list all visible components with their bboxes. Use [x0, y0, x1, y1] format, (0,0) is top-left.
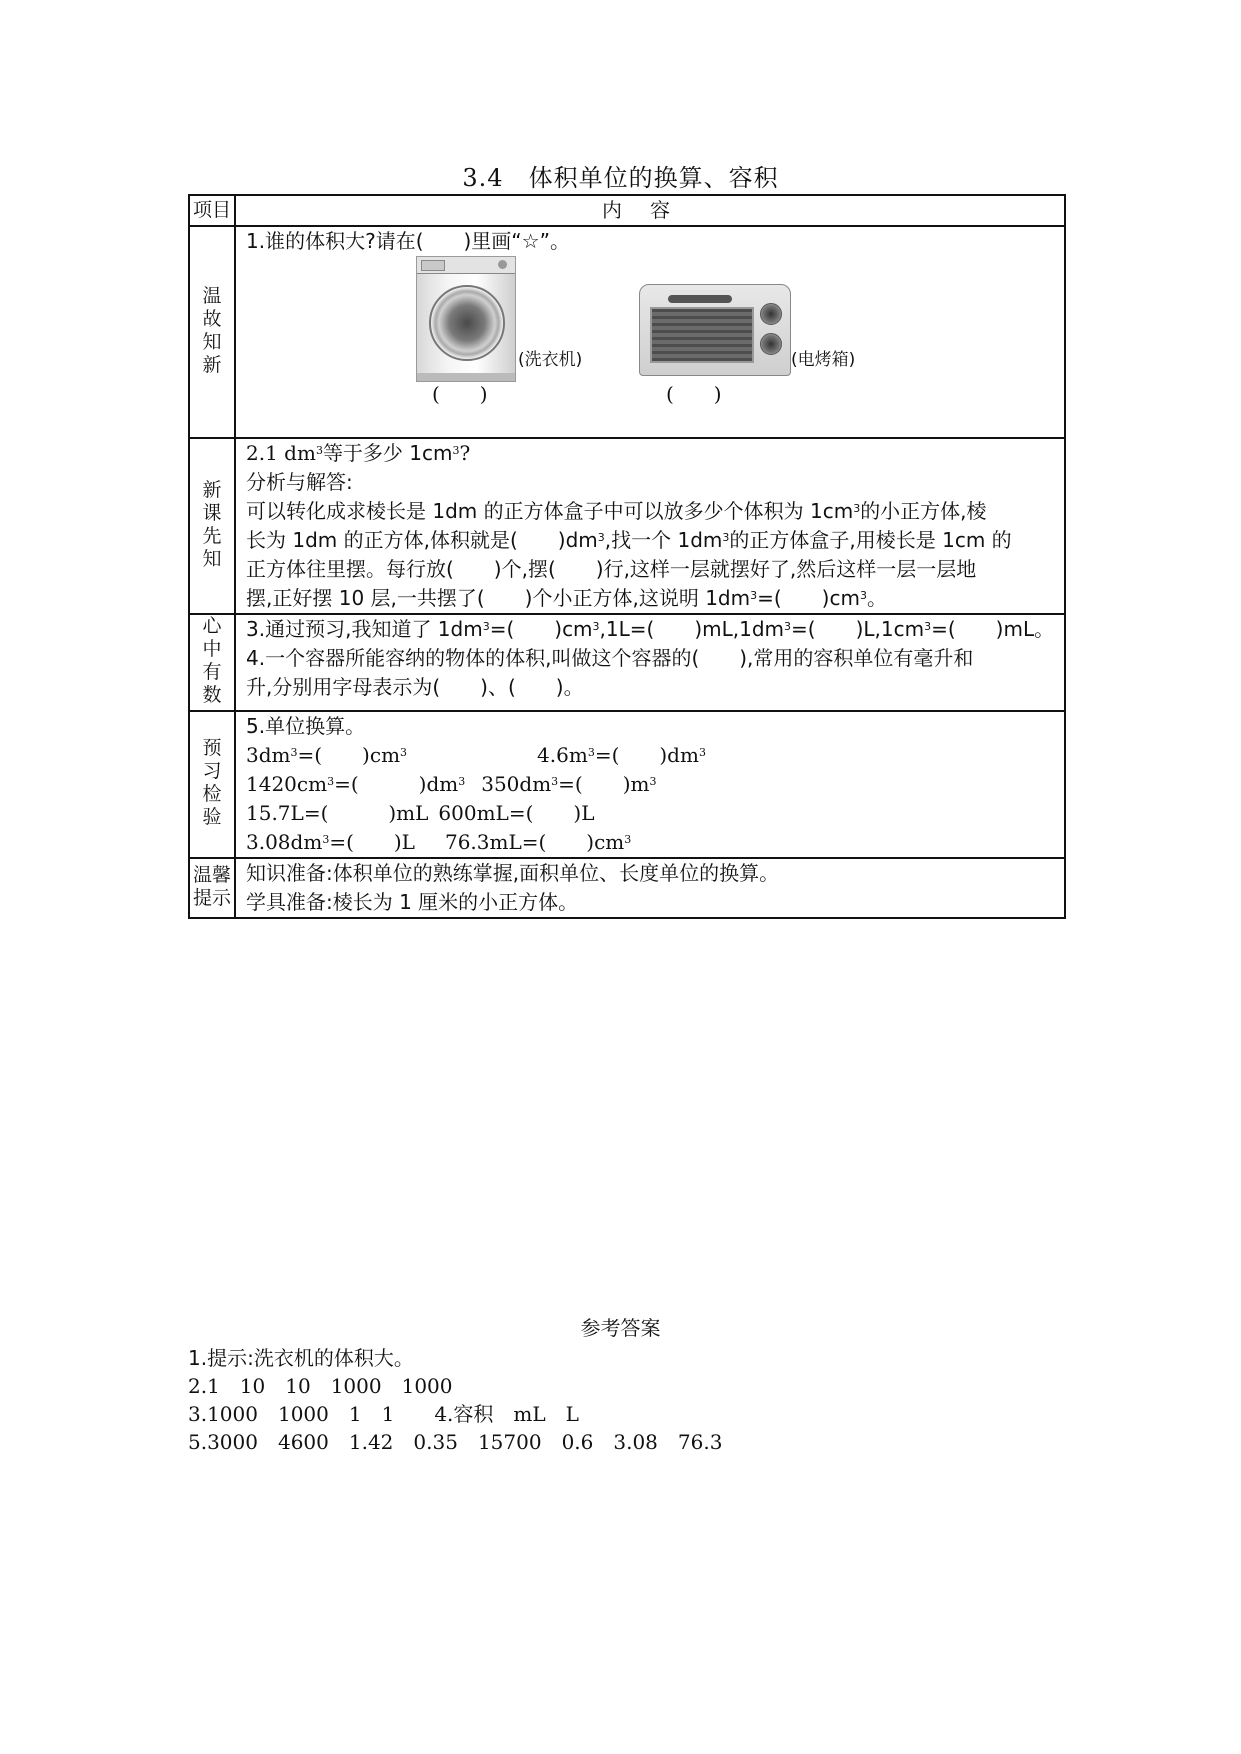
section-content-tips	[235, 858, 1065, 918]
question-3: 3.通过预习,我知道了 $1dm^3=$( )$cm^3,1L=$( )$mL,1dm^3=$( )$L,1cm^3=$( )mL。	[246, 617, 1055, 641]
page-title: 3.4 体积单位的换算、容积	[462, 164, 779, 192]
worksheet-table	[188, 194, 1066, 919]
oven-caption: (电烤箱)	[791, 350, 856, 370]
section-content-review	[235, 226, 1065, 438]
conversion-row-2: $1420cm^3=$( )$dm^3$ $350dm^3=$( )$m^3$	[246, 772, 657, 796]
header-content: 内容	[235, 195, 1065, 226]
analysis-line-2: 长为 1dm 的正方体,体积就是( )$dm^3$,找一个 $1dm^3$的正方体盒子,用棱长是 1cm 的	[246, 528, 1012, 552]
oven-answer-blank[interactable]: ( )	[666, 382, 722, 406]
question-4-line-1: 4.一个容器所能容纳的物体的体积,叫做这个容器的( ),常用的容积单位有毫升和	[246, 646, 974, 670]
analysis-line-3: 正方体往里摆。每行放( )个,摆( )行,这样一层就摆好了,然后这样一层一层地	[246, 557, 977, 581]
section-review	[189, 226, 1065, 438]
section-label-know: 心中有数	[189, 614, 235, 711]
section-label-tips: 温馨提示	[189, 858, 235, 918]
answers-list	[188, 1344, 722, 1456]
section-label-check: 预习检验	[189, 711, 235, 858]
section-preview	[189, 438, 1065, 614]
answer-line: 3.1000 1000 1 1 4.容积 mL L	[188, 1402, 579, 1426]
tip-knowledge: 知识准备:体积单位的熟练掌握,面积单位、长度单位的换算。	[246, 861, 780, 885]
question-2: 2.1 $dm^3$等于多少 $1cm^3$?	[246, 441, 471, 465]
section-check	[189, 711, 1065, 858]
question-4-line-2: 升,分别用字母表示为( )、( )。	[246, 675, 584, 699]
conversion-row-4: $3.08dm^3=$( )L 76.3mL=( )$cm^3$	[246, 830, 632, 854]
question-1: 1.谁的体积大?请在( )里画“☆”。	[246, 229, 570, 253]
answer-line: 1.提示:洗衣机的体积大。	[188, 1346, 414, 1370]
conversion-row-1: $3dm^3=$( )$cm^3$ $4.6m^3=$( )$dm^3$	[246, 743, 706, 767]
section-content-know	[235, 614, 1065, 711]
table-header-row	[189, 195, 1065, 226]
answer-line: 5.3000 4600 1.42 0.35 15700 0.6 3.08 76.3	[188, 1430, 723, 1454]
section-content-preview	[235, 438, 1065, 614]
section-know	[189, 614, 1065, 711]
washer-caption: (洗衣机)	[518, 350, 583, 370]
washer-answer-blank[interactable]: ( )	[432, 382, 488, 406]
analysis-heading: 分析与解答:	[246, 470, 353, 494]
header-label: 项目	[189, 195, 235, 226]
toaster-oven-image	[639, 284, 791, 376]
tip-tools: 学具准备:棱长为 1 厘米的小正方体。	[246, 890, 579, 914]
analysis-line-4: 摆,正好摆 10 层,一共摆了( )个小正方体,这说明 $1dm^3=$( )$cm^3$。	[246, 586, 887, 610]
section-tips	[189, 858, 1065, 918]
answer-line: 2.1 10 10 1000 1000	[188, 1374, 453, 1398]
section-label-preview: 新课先知	[189, 438, 235, 614]
answers-title: 参考答案	[580, 1316, 661, 1340]
question-5: 5.单位换算。	[246, 714, 366, 738]
analysis-line-1: 可以转化成求棱长是 1dm 的正方体盒子中可以放多少个体积为 $1cm^3$的小正方体,棱	[246, 499, 987, 523]
section-label-review: 温故知新	[189, 226, 235, 438]
washing-machine-image	[416, 256, 516, 382]
conversion-row-3: 15.7L=( )mL 600mL=( )L	[246, 801, 595, 825]
images-row	[246, 256, 1054, 408]
section-content-check	[235, 711, 1065, 858]
